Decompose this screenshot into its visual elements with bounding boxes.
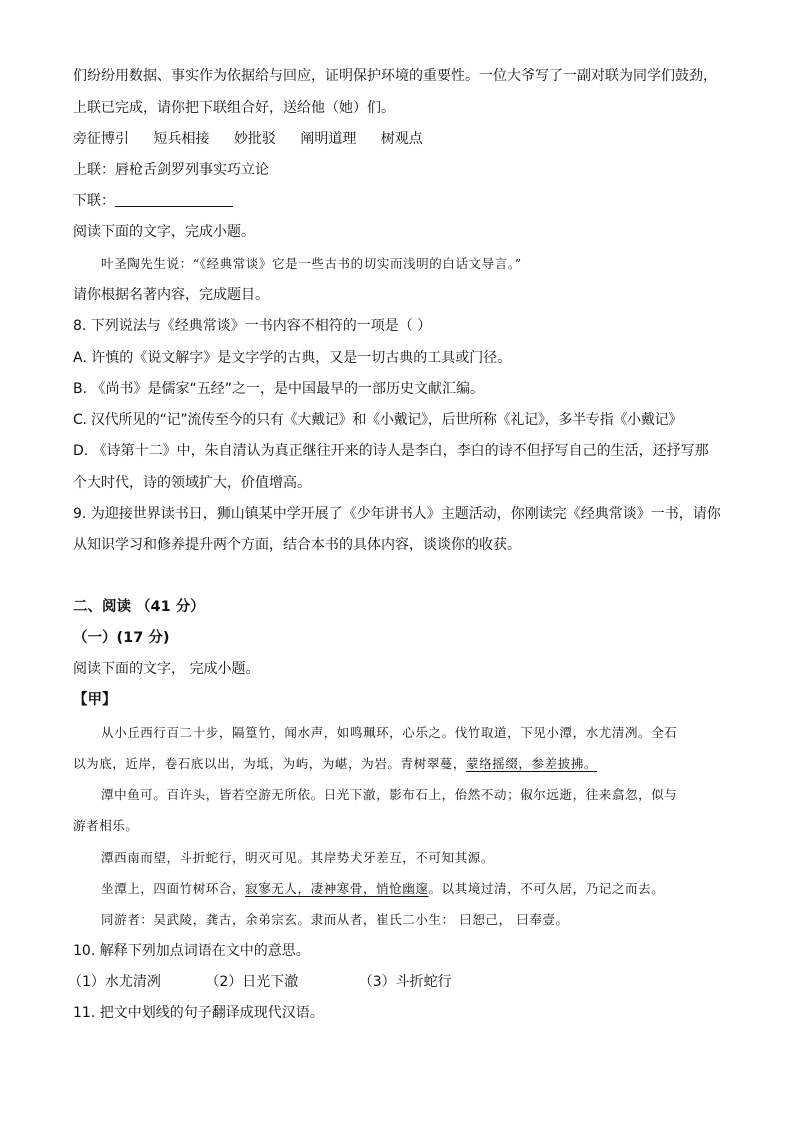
passage-p4 (101, 879, 761, 899)
q8-option-b: B. 《尚书》是儒家“五经”之一，是中国最早的一部历史文献汇编。 (73, 381, 485, 397)
section-2-heading: 二、阅读 （41 分） (73, 599, 205, 615)
q10-item: （2）日光下澈 (205, 974, 299, 990)
q8-option-d-line-2: 个大时代，诗的领域扩大，价值增高。 (73, 475, 311, 491)
passage-p1-line-2 (73, 754, 733, 774)
xialian-label: 下联： (73, 193, 115, 209)
q10-item: （1）水尤清冽 (68, 974, 161, 990)
passage-text: 以为底，近岸，卷石底以出，为坻，为屿，为嵁，为岩。青树翠蔓， (73, 756, 467, 771)
subsection-1-heading: （一）(17 分) (73, 630, 170, 646)
q8-stem: 8. 下列说法与《经典常谈》一书内容不相符的一项是（ ） (73, 318, 432, 334)
underlined-sentence-2: 寂寥无人，凄神寒骨，悄怆幽邃 (245, 881, 429, 896)
passage-p2-line-1: 潭中鱼可。百许头，皆若空游无所依。日光下澈，影布石上，佁然不动；俶尔远逝，往来翕忽，似与 (101, 787, 678, 802)
q7-option: 旁征博引 (73, 131, 129, 147)
q7-option: 妙批驳 (233, 131, 276, 147)
instruction-text: 请你根据名著内容，完成题目。 (73, 287, 269, 303)
q7-options (73, 129, 733, 149)
q7-shanglian: 上联：唇枪舌剑罗列事实巧立论 (73, 162, 269, 178)
q7-option: 阐明道理 (300, 131, 357, 147)
underlined-sentence-1: 蒙络摇缀，参差披拂。 (466, 756, 598, 771)
passage-jia-label: 【甲】 (73, 692, 117, 708)
passage-text: 坐潭上，四面竹树环合， (101, 881, 246, 896)
reading-intro-1: 阅读下面的文字，完成小题。 (73, 224, 255, 240)
q7-text-line-1: 们纷纷用数据、事实作为依据给与回应，证明保护环境的重要性。一位大爷写了一副对联为同学们鼓劲， (73, 68, 717, 84)
q8-option-a: A. 许慎的《说文解字》是文字学的古典，又是一切古典的工具或门径。 (73, 350, 512, 366)
q8-option-d-line-1: D. 《诗第十二》中，朱自清认为真正继往开来的诗人是李白，李白的诗不但抒写自己的生活，还抒写那 (73, 443, 709, 459)
q7-text-line-2: 上联已完成，请你把下联组合好，送给他（她）们。 (73, 100, 395, 116)
reading-intro-2: 阅读下面的文字， 完成小题。 (73, 661, 260, 677)
q7-option: 短兵相接 (153, 131, 210, 147)
quote-text: 叶圣陶先生说：“《经典常谈》它是一些古书的切实而浅明的白话文导言。” (101, 256, 522, 271)
passage-p1-line-1: 从小丘西行百二十步，隔篁竹，闻水声，如鸣珮环，心乐之。伐竹取道，下见小潭，水尤清冽。全石 (101, 725, 678, 740)
q10-item: （3）斗折蛇行 (358, 974, 452, 990)
passage-text: 。以其境过清，不可久居，乃记之而去。 (428, 881, 665, 896)
q7-option: 树观点 (380, 131, 423, 147)
q9-text-line-2: 从知识学习和修养提升两个方面，结合本书的具体内容，谈谈你的收获。 (73, 537, 521, 553)
passage-p2-line-2: 游者相乐。 (73, 818, 139, 833)
q10-stem: 10. 解释下列加点词语在文中的意思。 (73, 943, 310, 959)
q10-items (68, 972, 728, 992)
q8-option-c: C. 汉代所见的“记”流传至今的只有《大戴记》和《小戴记》，后世所称《礼记》，多半专指《小戴记》 (73, 412, 683, 428)
passage-p3: 潭西南而望，斗折蛇行，明灭可见。其岸势犬牙差互，不可知其源。 (101, 850, 495, 865)
q7-xialian (73, 191, 733, 211)
answer-blank[interactable] (115, 192, 233, 207)
q11-stem: 11. 把文中划线的句子翻译成现代汉语。 (73, 1005, 324, 1021)
q9-text-line-1: 9. 为迎接世界读书日，狮山镇某中学开展了《少年讲书人》主题活动，你刚读完《经典常谈》一书，请你 (73, 506, 721, 522)
passage-p5: 同游者：吴武陵，龚古，余弟宗玄。隶而从者，崔氏二小生： 曰恕己， 曰奉壹。 (101, 912, 569, 927)
